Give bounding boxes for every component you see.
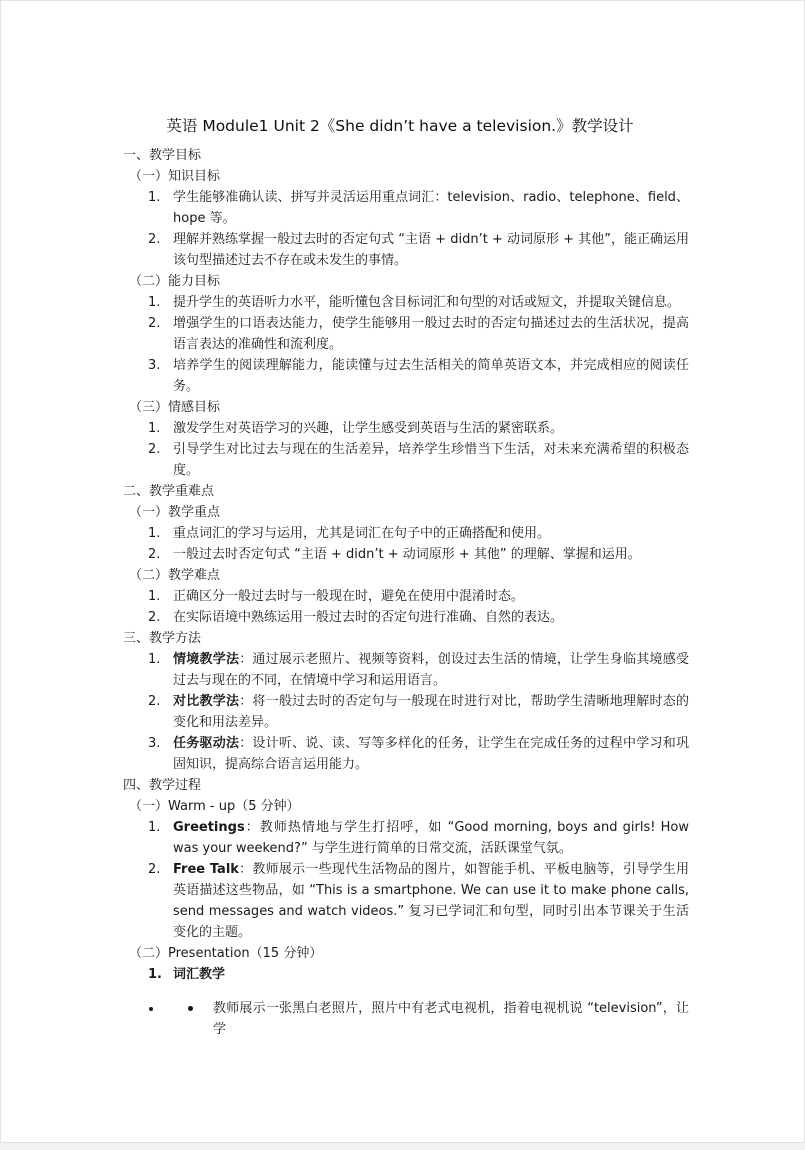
item-number: 2. [148,547,161,562]
item-label: Greetings [173,820,245,835]
list-item [123,964,689,985]
list-item [123,649,689,691]
document-body [123,115,689,1053]
item-number: 1. [148,967,162,982]
list-item [123,229,689,271]
item-number: 1. [148,526,161,541]
numbered-list [123,418,689,481]
bullet-item [163,998,689,1040]
item-label: 对比教学法 [173,694,240,709]
list-item [123,418,689,439]
item-number: 2. [148,694,161,709]
item-text: 培养学生的阅读理解能力，能读懂与过去生活相关的简单英语文本，并完成相应的阅读任务。 [173,358,689,394]
item-number: 2. [148,610,161,625]
item-text: 提升学生的英语听力水平，能听懂包含目标词汇和句型的对话或短文，并提取关键信息。 [173,295,681,310]
item-number: 1. [148,589,161,604]
item-label: 情境教学法 [173,652,240,667]
item-label: 任务驱动法 [173,736,240,751]
subsection-heading: （二）能力目标 [129,274,221,289]
subsection-heading: （一）知识目标 [129,169,221,184]
item-text: 激发学生对英语学习的兴趣，让学生感受到英语与生活的紧密联系。 [173,421,564,436]
item-text: 学生能够准确认读、拼写并灵活运用重点词汇：television、radio、telephone、field、hope 等。 [173,190,689,226]
list-item [123,439,689,481]
item-text: ：设计听、说、读、写等多样化的任务，让学生在完成任务的过程中学习和巩固知识，提高综合语言运用能力。 [173,736,689,772]
item-text: ：将一般过去时的否定句与一般现在时进行对比，帮助学生清晰地理解时态的变化和用法差异。 [173,694,689,730]
section-heading: 二、教学重难点 [123,484,215,499]
item-number: 1. [148,652,161,667]
subsection-heading: （一）Warm - up（5 分钟） [129,799,300,814]
list-item [123,691,689,733]
item-text: 增强学生的口语表达能力，使学生能够用一般过去时的否定句描述过去的生活状况，提高语言表达的准确性和流利度。 [173,316,689,352]
numbered-list [123,187,689,271]
item-label: 词汇教学 [173,967,226,982]
subsection-heading: （三）情感目标 [129,400,221,415]
subsection-heading: （二）教学难点 [129,568,221,583]
bullet-icon [188,1006,193,1011]
item-text: ：通过展示老照片、视频等资料，创设过去生活的情境，让学生身临其境感受过去与现在的不同，在情境中学习和运用语言。 [173,652,689,688]
list-item [123,607,689,628]
item-number: 2. [148,232,161,247]
item-number: 1. [148,820,161,835]
item-text: 重点词汇的学习与运用，尤其是词汇在句子中的正确搭配和使用。 [173,526,551,541]
subsection-heading: （二）Presentation（15 分钟） [129,946,323,961]
item-number: 1. [148,190,161,205]
section-heading: 三、教学方法 [123,631,202,646]
list-item [123,355,689,397]
item-text: 一般过去时否定句式 “主语 + didn’t + 动词原形 + 其他” 的理解、掌握和运用。 [173,547,641,562]
list-item [123,859,689,943]
item-text: 引导学生对比过去与现在的生活差异，培养学生珍惜当下生活，对未来充满希望的积极态度。 [173,442,689,478]
subsection-heading: （一）教学重点 [129,505,221,520]
item-number: 3. [148,736,161,751]
list-item [123,817,689,859]
item-text: ：教师热情地与学生打招呼，如 “Good morning, boys and girls! How was your weekend?” 与学生进行简单的日常交流，活跃课堂气氛。 [173,820,689,856]
numbered-list [123,523,689,565]
item-text: 教师展示一张黑白老照片，照片中有老式电视机，指着电视机说 “television”，让学 [213,1001,689,1037]
bullet-list [123,998,689,1040]
item-text: ：教师展示一些现代生活物品的图片，如智能手机、平板电脑等，引导学生用英语描述这些物品，如 “This is a smartphone. We can use it to make phone calls, send messages and watch videos.” 复习已学词汇和句型，同时引出本节课关于生活变化的主题。 [173,862,689,940]
item-number: 2. [148,316,161,331]
list-item [123,292,689,313]
numbered-list [123,964,689,985]
section-heading: 四、教学过程 [123,778,202,793]
list-item [123,313,689,355]
numbered-list [123,649,689,775]
item-text: 正确区分一般过去时与一般现在时，避免在使用中混淆时态。 [173,589,525,604]
item-label: Free Talk [173,862,239,877]
item-number: 3. [148,358,161,373]
item-number: 2. [148,442,161,457]
item-text: 理解并熟练掌握一般过去时的否定句式 “主语 + didn’t + 动词原形 + 其他”，能正确运用该句型描述过去不存在或未发生的事情。 [173,232,689,268]
item-number: 1. [148,295,161,310]
numbered-list [123,292,689,397]
list-item [123,586,689,607]
list-item [123,523,689,544]
numbered-list [123,586,689,628]
section-heading: 一、教学目标 [123,148,202,163]
numbered-list [123,817,689,943]
item-number: 1. [148,421,161,436]
list-item [123,187,689,229]
item-number: 2. [148,862,161,877]
list-item [123,733,689,775]
item-text: 在实际语境中熟练运用一般过去时的否定句进行准确、自然的表达。 [173,610,564,625]
document-title: 英语 Module1 Unit 2《She didn’t have a television.》教学设计 [166,117,634,135]
list-item [123,544,689,565]
